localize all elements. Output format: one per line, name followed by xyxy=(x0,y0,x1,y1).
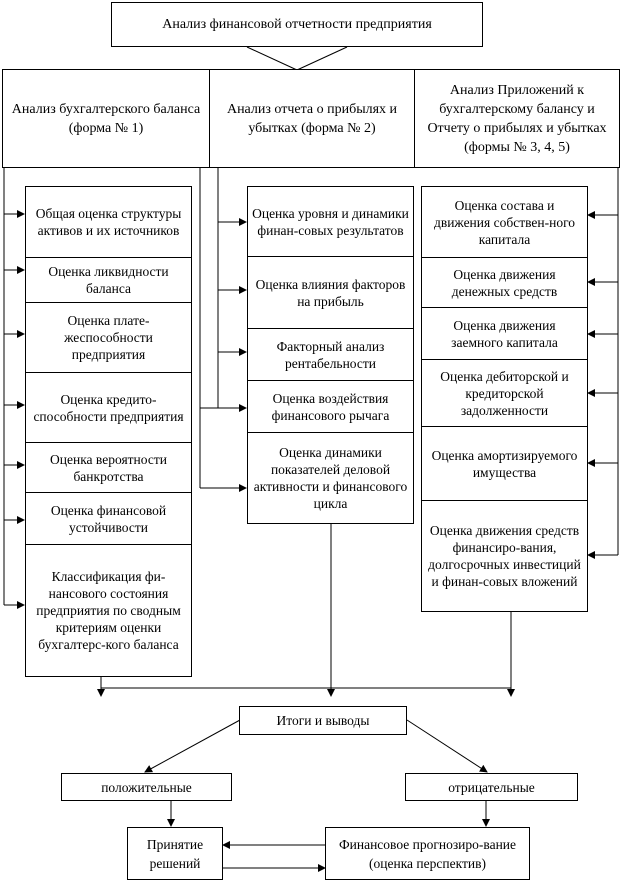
list-item: Оценка дебиторской и кредиторской задолженности xyxy=(422,360,587,427)
forecast-box: Финансовое прогнозиро-вание (оценка перспектив) xyxy=(325,827,530,880)
list-item: Оценка плате-жеспособности предприятия xyxy=(26,303,191,373)
list-item: Оценка воздействия финансового рычага xyxy=(248,381,413,433)
header-appendix-analysis: Анализ Приложений к бухгалтерскому балансу и Отчету о прибылях и убытках (формы № 3, 4, 5) xyxy=(414,69,620,168)
list-item: Общая оценка структуры активов и их источников xyxy=(26,187,191,258)
balance-analysis-column xyxy=(25,186,192,677)
list-item: Оценка движения средств финансиро-вания, долгосрочных инвестиций и финан-совых вложений xyxy=(428,523,581,589)
header-profit-report-analysis: Анализ отчета о прибылях и убытках (форма № 2) xyxy=(209,69,415,168)
results-box: Итоги и выводы xyxy=(239,706,407,735)
positive-box: положительные xyxy=(61,773,232,801)
top-title: Анализ финансовой отчетности предприятия xyxy=(111,2,483,47)
list-item: Оценка амортизируемого имущества xyxy=(422,427,587,501)
list-item: Оценка движения заемного капитала xyxy=(422,308,587,360)
header-balance-analysis: Анализ бухгалтерского баланса (форма № 1) xyxy=(2,69,210,168)
list-item: Оценка движения денежных средств xyxy=(422,258,587,308)
list-item: Оценка ликвидности баланса xyxy=(26,258,191,303)
list-item: Классификация фи-нансового состояния предприятия по сводным критериям оценки бухгалтерс-кого баланса xyxy=(36,569,181,652)
list-item: Факторный анализ рентабельности xyxy=(248,329,413,381)
list-item: Оценка финансовой устойчивости xyxy=(26,493,191,545)
negative-box: отрицательные xyxy=(405,773,578,801)
list-item: Оценка вероятности банкротства xyxy=(26,443,191,493)
list-item: Оценка уровня и динамики финан-совых результатов xyxy=(248,187,413,257)
list-item: Оценка состава и движения собствен-ного капитала xyxy=(422,187,587,258)
decisions-box: Принятие решений xyxy=(127,827,223,880)
list-item: Оценка влияния факторов на прибыль xyxy=(248,257,413,329)
list-item: Оценка кредито-способности предприятия xyxy=(26,373,191,443)
list-item: Оценка динамики показателей деловой активности и финансового цикла xyxy=(253,445,408,511)
appendix-analysis-column xyxy=(421,186,588,612)
profit-report-analysis-column xyxy=(247,186,414,524)
